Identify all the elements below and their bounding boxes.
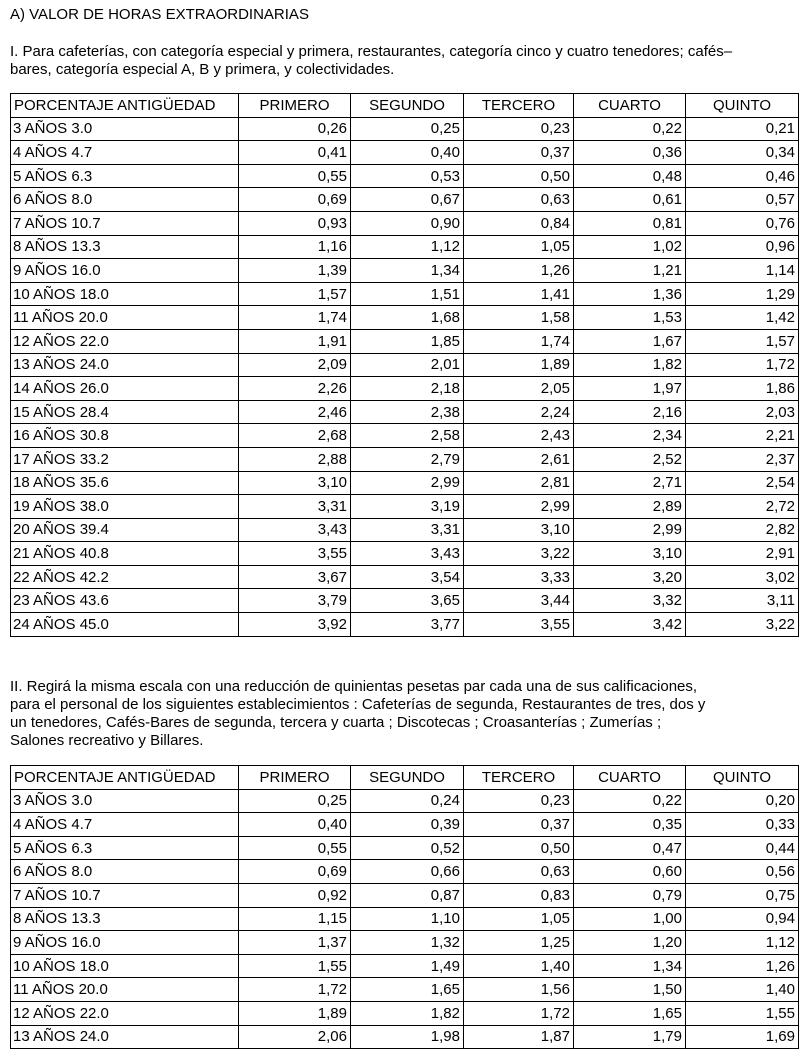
value-cell: 3,19 xyxy=(351,495,464,519)
value-cell: 1,34 xyxy=(574,954,686,978)
value-cell: 0,47 xyxy=(574,836,686,860)
overtime-table-2 xyxy=(10,765,799,1049)
value-cell: 1,36 xyxy=(574,282,686,306)
table-row xyxy=(11,282,799,306)
value-cell: 3,67 xyxy=(239,565,351,589)
value-cell: 1,26 xyxy=(686,954,799,978)
table-row xyxy=(11,518,799,542)
value-cell: 0,24 xyxy=(351,789,464,813)
table-header-row xyxy=(11,766,799,790)
table-row xyxy=(11,306,799,330)
value-cell: 0,20 xyxy=(686,789,799,813)
value-cell: 3,44 xyxy=(464,589,574,613)
value-cell: 1,42 xyxy=(686,306,799,330)
table-row xyxy=(11,836,799,860)
value-cell: 1,53 xyxy=(574,306,686,330)
value-cell: 2,43 xyxy=(464,424,574,448)
seniority-cell: 5 AÑOS 6.3 xyxy=(11,836,239,860)
value-cell: 3,33 xyxy=(464,565,574,589)
seniority-cell: 11 AÑOS 20.0 xyxy=(11,978,239,1002)
value-cell: 0,69 xyxy=(239,188,351,212)
value-cell: 1,05 xyxy=(464,907,574,931)
value-cell: 2,46 xyxy=(239,400,351,424)
section2-text-line: un tenedores, Cafés-Bares de segunda, tercera y cuarta ; Discotecas ; Croasanterías ; Zumerías ; xyxy=(10,714,662,731)
seniority-cell: 6 AÑOS 8.0 xyxy=(11,860,239,884)
table-row xyxy=(11,978,799,1002)
seniority-cell: 12 AÑOS 22.0 xyxy=(11,1001,239,1025)
seniority-cell: 20 AÑOS 39.4 xyxy=(11,518,239,542)
value-cell: 2,71 xyxy=(574,471,686,495)
value-cell: 0,60 xyxy=(574,860,686,884)
value-cell: 1,49 xyxy=(351,954,464,978)
seniority-cell: 15 AÑOS 28.4 xyxy=(11,400,239,424)
seniority-cell: 17 AÑOS 33.2 xyxy=(11,447,239,471)
value-cell: 0,87 xyxy=(351,883,464,907)
value-cell: 1,37 xyxy=(239,931,351,955)
value-cell: 0,37 xyxy=(464,141,574,165)
value-cell: 3,02 xyxy=(686,565,799,589)
value-cell: 3,11 xyxy=(686,589,799,613)
table-row xyxy=(11,141,799,165)
value-cell: 0,22 xyxy=(574,789,686,813)
value-cell: 1,40 xyxy=(686,978,799,1002)
value-cell: 2,88 xyxy=(239,447,351,471)
value-cell: 2,05 xyxy=(464,377,574,401)
value-cell: 1,79 xyxy=(574,1025,686,1049)
value-cell: 1,02 xyxy=(574,235,686,259)
seniority-cell: 10 AÑOS 18.0 xyxy=(11,954,239,978)
value-cell: 2,79 xyxy=(351,447,464,471)
value-cell: 1,00 xyxy=(574,907,686,931)
value-cell: 0,63 xyxy=(464,860,574,884)
value-cell: 2,99 xyxy=(464,495,574,519)
value-cell: 1,89 xyxy=(464,353,574,377)
value-cell: 1,34 xyxy=(351,259,464,283)
value-cell: 0,61 xyxy=(574,188,686,212)
seniority-cell: 3 AÑOS 3.0 xyxy=(11,117,239,141)
value-cell: 0,41 xyxy=(239,141,351,165)
value-cell: 1,26 xyxy=(464,259,574,283)
table-row xyxy=(11,860,799,884)
document-title: A) VALOR DE HORAS EXTRAORDINARIAS xyxy=(10,6,309,23)
seniority-cell: 16 AÑOS 30.8 xyxy=(11,424,239,448)
value-cell: 0,44 xyxy=(686,836,799,860)
value-cell: 2,82 xyxy=(686,518,799,542)
table-row xyxy=(11,813,799,837)
seniority-cell: 6 AÑOS 8.0 xyxy=(11,188,239,212)
value-cell: 1,97 xyxy=(574,377,686,401)
value-cell: 1,89 xyxy=(239,1001,351,1025)
value-cell: 0,34 xyxy=(686,141,799,165)
value-cell: 0,93 xyxy=(239,211,351,235)
seniority-cell: 3 AÑOS 3.0 xyxy=(11,789,239,813)
section2-text-line: Salones recreativo y Billares. xyxy=(10,732,204,749)
value-cell: 0,23 xyxy=(464,117,574,141)
value-cell: 2,09 xyxy=(239,353,351,377)
section2-text-line: para el personal de los siguientes establecimientos : Cafeterías de segunda, Restaurantes de tres, dos y xyxy=(10,696,706,713)
seniority-cell: 23 AÑOS 43.6 xyxy=(11,589,239,613)
value-cell: 3,43 xyxy=(239,518,351,542)
table-row xyxy=(11,353,799,377)
value-cell: 2,99 xyxy=(574,518,686,542)
value-cell: 1,56 xyxy=(464,978,574,1002)
value-cell: 3,65 xyxy=(351,589,464,613)
table-row xyxy=(11,329,799,353)
value-cell: 0,39 xyxy=(351,813,464,837)
value-cell: 0,50 xyxy=(464,164,574,188)
table-row xyxy=(11,589,799,613)
value-cell: 1,98 xyxy=(351,1025,464,1049)
value-cell: 2,58 xyxy=(351,424,464,448)
table-row xyxy=(11,164,799,188)
table-row xyxy=(11,1001,799,1025)
value-cell: 3,22 xyxy=(464,542,574,566)
value-cell: 1,15 xyxy=(239,907,351,931)
value-cell: 2,06 xyxy=(239,1025,351,1049)
value-cell: 1,65 xyxy=(574,1001,686,1025)
column-header: SEGUNDO xyxy=(351,94,464,118)
value-cell: 1,16 xyxy=(239,235,351,259)
column-header: PRIMERO xyxy=(239,766,351,790)
column-header: TERCERO xyxy=(464,766,574,790)
value-cell: 2,52 xyxy=(574,447,686,471)
value-cell: 1,41 xyxy=(464,282,574,306)
value-cell: 2,24 xyxy=(464,400,574,424)
seniority-cell: 21 AÑOS 40.8 xyxy=(11,542,239,566)
value-cell: 2,38 xyxy=(351,400,464,424)
value-cell: 0,76 xyxy=(686,211,799,235)
value-cell: 1,72 xyxy=(464,1001,574,1025)
seniority-cell: 4 AÑOS 4.7 xyxy=(11,141,239,165)
value-cell: 1,50 xyxy=(574,978,686,1002)
table-row xyxy=(11,471,799,495)
value-cell: 1,65 xyxy=(351,978,464,1002)
value-cell: 3,10 xyxy=(574,542,686,566)
value-cell: 3,43 xyxy=(351,542,464,566)
section2-description xyxy=(10,678,790,750)
value-cell: 0,75 xyxy=(686,883,799,907)
value-cell: 2,01 xyxy=(351,353,464,377)
value-cell: 0,67 xyxy=(351,188,464,212)
table-row xyxy=(11,259,799,283)
value-cell: 2,89 xyxy=(574,495,686,519)
value-cell: 0,46 xyxy=(686,164,799,188)
table-row xyxy=(11,907,799,931)
table-row xyxy=(11,542,799,566)
seniority-cell: 22 AÑOS 42.2 xyxy=(11,565,239,589)
value-cell: 1,57 xyxy=(686,329,799,353)
value-cell: 1,85 xyxy=(351,329,464,353)
value-cell: 0,55 xyxy=(239,836,351,860)
value-cell: 0,48 xyxy=(574,164,686,188)
table-row xyxy=(11,211,799,235)
table-row xyxy=(11,565,799,589)
value-cell: 3,22 xyxy=(686,613,799,637)
table-row xyxy=(11,789,799,813)
value-cell: 0,94 xyxy=(686,907,799,931)
value-cell: 2,26 xyxy=(239,377,351,401)
value-cell: 0,83 xyxy=(464,883,574,907)
seniority-cell: 14 AÑOS 26.0 xyxy=(11,377,239,401)
column-header: QUINTO xyxy=(686,94,799,118)
value-cell: 1,69 xyxy=(686,1025,799,1049)
value-cell: 0,40 xyxy=(239,813,351,837)
column-header: PRIMERO xyxy=(239,94,351,118)
value-cell: 2,34 xyxy=(574,424,686,448)
seniority-cell: 8 AÑOS 13.3 xyxy=(11,235,239,259)
value-cell: 3,55 xyxy=(464,613,574,637)
table-row xyxy=(11,613,799,637)
value-cell: 1,55 xyxy=(686,1001,799,1025)
value-cell: 1,14 xyxy=(686,259,799,283)
seniority-cell: 9 AÑOS 16.0 xyxy=(11,259,239,283)
seniority-cell: 12 AÑOS 22.0 xyxy=(11,329,239,353)
value-cell: 1,32 xyxy=(351,931,464,955)
value-cell: 2,72 xyxy=(686,495,799,519)
value-cell: 1,58 xyxy=(464,306,574,330)
seniority-cell: 8 AÑOS 13.3 xyxy=(11,907,239,931)
value-cell: 3,20 xyxy=(574,565,686,589)
value-cell: 0,53 xyxy=(351,164,464,188)
table-row xyxy=(11,931,799,955)
value-cell: 0,90 xyxy=(351,211,464,235)
value-cell: 1,91 xyxy=(239,329,351,353)
value-cell: 1,72 xyxy=(686,353,799,377)
seniority-cell: 5 AÑOS 6.3 xyxy=(11,164,239,188)
table-row xyxy=(11,954,799,978)
table-row xyxy=(11,447,799,471)
value-cell: 1,25 xyxy=(464,931,574,955)
value-cell: 0,22 xyxy=(574,117,686,141)
value-cell: 2,91 xyxy=(686,542,799,566)
seniority-cell: 7 AÑOS 10.7 xyxy=(11,883,239,907)
seniority-cell: 10 AÑOS 18.0 xyxy=(11,282,239,306)
value-cell: 2,37 xyxy=(686,447,799,471)
value-cell: 0,69 xyxy=(239,860,351,884)
value-cell: 1,12 xyxy=(686,931,799,955)
value-cell: 1,51 xyxy=(351,282,464,306)
seniority-cell: 13 AÑOS 24.0 xyxy=(11,1025,239,1049)
table-header-row xyxy=(11,94,799,118)
table-row xyxy=(11,424,799,448)
value-cell: 0,56 xyxy=(686,860,799,884)
seniority-cell: 9 AÑOS 16.0 xyxy=(11,931,239,955)
value-cell: 1,20 xyxy=(574,931,686,955)
value-cell: 2,68 xyxy=(239,424,351,448)
value-cell: 3,79 xyxy=(239,589,351,613)
value-cell: 3,10 xyxy=(464,518,574,542)
value-cell: 0,50 xyxy=(464,836,574,860)
value-cell: 1,21 xyxy=(574,259,686,283)
value-cell: 3,31 xyxy=(239,495,351,519)
section1-description xyxy=(10,43,790,79)
value-cell: 3,77 xyxy=(351,613,464,637)
column-header: TERCERO xyxy=(464,94,574,118)
value-cell: 3,32 xyxy=(574,589,686,613)
value-cell: 0,92 xyxy=(239,883,351,907)
value-cell: 1,57 xyxy=(239,282,351,306)
value-cell: 0,37 xyxy=(464,813,574,837)
value-cell: 0,25 xyxy=(239,789,351,813)
value-cell: 0,96 xyxy=(686,235,799,259)
value-cell: 0,33 xyxy=(686,813,799,837)
table-row xyxy=(11,377,799,401)
overtime-table-1 xyxy=(10,93,799,637)
value-cell: 0,63 xyxy=(464,188,574,212)
value-cell: 0,66 xyxy=(351,860,464,884)
value-cell: 1,82 xyxy=(351,1001,464,1025)
column-header: QUINTO xyxy=(686,766,799,790)
value-cell: 3,42 xyxy=(574,613,686,637)
value-cell: 0,84 xyxy=(464,211,574,235)
value-cell: 3,10 xyxy=(239,471,351,495)
value-cell: 3,31 xyxy=(351,518,464,542)
value-cell: 0,21 xyxy=(686,117,799,141)
seniority-cell: 19 AÑOS 38.0 xyxy=(11,495,239,519)
seniority-cell: 13 AÑOS 24.0 xyxy=(11,353,239,377)
value-cell: 0,35 xyxy=(574,813,686,837)
table-row xyxy=(11,883,799,907)
value-cell: 1,86 xyxy=(686,377,799,401)
table-row xyxy=(11,1025,799,1049)
value-cell: 1,39 xyxy=(239,259,351,283)
column-header: CUARTO xyxy=(574,94,686,118)
value-cell: 1,12 xyxy=(351,235,464,259)
value-cell: 1,74 xyxy=(239,306,351,330)
value-cell: 1,29 xyxy=(686,282,799,306)
column-header: SEGUNDO xyxy=(351,766,464,790)
column-header: PORCENTAJE ANTIGÜEDAD xyxy=(11,94,239,118)
value-cell: 1,82 xyxy=(574,353,686,377)
value-cell: 3,92 xyxy=(239,613,351,637)
value-cell: 2,61 xyxy=(464,447,574,471)
value-cell: 0,23 xyxy=(464,789,574,813)
value-cell: 1,10 xyxy=(351,907,464,931)
value-cell: 1,74 xyxy=(464,329,574,353)
value-cell: 2,21 xyxy=(686,424,799,448)
value-cell: 0,79 xyxy=(574,883,686,907)
value-cell: 0,26 xyxy=(239,117,351,141)
table-row xyxy=(11,400,799,424)
value-cell: 0,57 xyxy=(686,188,799,212)
section2-text-line: II. Regirá la misma escala con una reducción de quinientas pesetas par cada una de sus calificaciones, xyxy=(10,678,698,695)
value-cell: 2,54 xyxy=(686,471,799,495)
value-cell: 1,87 xyxy=(464,1025,574,1049)
value-cell: 1,68 xyxy=(351,306,464,330)
table-row xyxy=(11,188,799,212)
value-cell: 2,81 xyxy=(464,471,574,495)
value-cell: 1,72 xyxy=(239,978,351,1002)
table-row xyxy=(11,235,799,259)
seniority-cell: 18 AÑOS 35.6 xyxy=(11,471,239,495)
column-header: PORCENTAJE ANTIGÜEDAD xyxy=(11,766,239,790)
value-cell: 1,05 xyxy=(464,235,574,259)
section1-text-line: bares, categoría especial A, B y primera, y colectividades. xyxy=(10,61,395,78)
value-cell: 1,67 xyxy=(574,329,686,353)
value-cell: 0,40 xyxy=(351,141,464,165)
value-cell: 0,81 xyxy=(574,211,686,235)
column-header: CUARTO xyxy=(574,766,686,790)
table-row xyxy=(11,117,799,141)
seniority-cell: 7 AÑOS 10.7 xyxy=(11,211,239,235)
table-row xyxy=(11,495,799,519)
value-cell: 3,54 xyxy=(351,565,464,589)
value-cell: 2,18 xyxy=(351,377,464,401)
seniority-cell: 24 AÑOS 45.0 xyxy=(11,613,239,637)
value-cell: 0,36 xyxy=(574,141,686,165)
seniority-cell: 11 AÑOS 20.0 xyxy=(11,306,239,330)
value-cell: 2,16 xyxy=(574,400,686,424)
value-cell: 3,55 xyxy=(239,542,351,566)
value-cell: 1,55 xyxy=(239,954,351,978)
value-cell: 0,25 xyxy=(351,117,464,141)
value-cell: 2,99 xyxy=(351,471,464,495)
value-cell: 0,55 xyxy=(239,164,351,188)
section1-text-line: I. Para cafeterías, con categoría especial y primera, restaurantes, categoría cinco y cuatro tenedores; cafés– xyxy=(10,43,733,60)
value-cell: 2,03 xyxy=(686,400,799,424)
value-cell: 0,52 xyxy=(351,836,464,860)
seniority-cell: 4 AÑOS 4.7 xyxy=(11,813,239,837)
value-cell: 1,40 xyxy=(464,954,574,978)
